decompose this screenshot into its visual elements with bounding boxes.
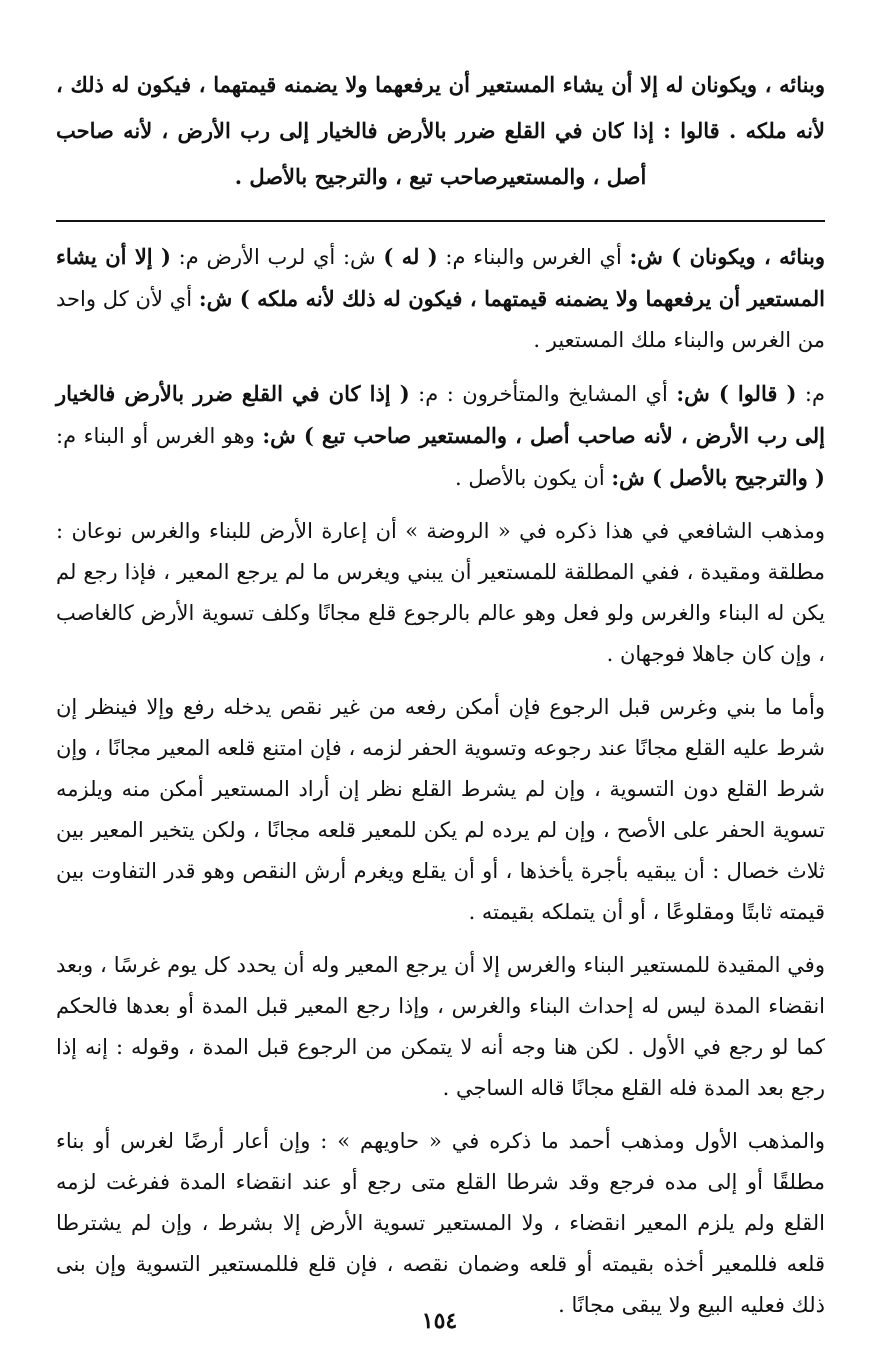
sharh-2-seg-1: م: (796, 382, 826, 406)
body-paragraph-4: والمذهب الأول ومذهب أحمد ما ذكره في « حاويهم » : وإن أعار أرضًا لغرس أو بناء مطلقًا أو إلى مده فرجع وقد شرطا القلع متى رجع أو عند انقضاء المدة ففرغت لزمه القلع ولم يلزم المعير انقضاء ، ولا المستعير تسوية الأرض إلا بشرط ، وإن لم يشترطا قلعه فللمعير أخذه بقيمته أو قلعه وضمان نقصه ، فإن قلع فللمستعير التسوية وإن بنى ذلك فعليه البيع ولا يبقى مجانًا . (56, 1129, 825, 1317)
body-section (56, 511, 825, 1326)
sharh-2-seg-4: ( إذا كان في القلع ضرر بالأرض فالخيار إلى رب الأرض ، لأنه صاحب أصل ، والمستعير صاحب تبع ) ش: (56, 381, 825, 448)
sharh-2-seg-2: ( قالوا ) ش: (676, 381, 797, 406)
body-paragraph-3: وفي المقيدة للمستعير البناء والغرس إلا أن يرجع المعير وله أن يحدد كل يوم غرسًا ، وبعد انقضاء المدة ليس له إحداث البناء والغرس ، وإذا رجع المعير قبل المدة أو بعدها فالحكم كما لو رجع في الأول . لكن هنا وجه أنه لا يتمكن من الرجوع قبل المدة ، وقوله : إنه إذا رجع بعد المدة فله القلع مجانًا قاله الساجي . (56, 953, 825, 1100)
sharh-2-seg-6: ( والترجيح بالأصل ) ش: (611, 465, 825, 490)
sharh-1-seg-2: أي الغرس والبناء م: (437, 245, 630, 269)
sharh-section (56, 236, 825, 499)
body-paragraph-2: وأما ما بني وغرس قبل الرجوع فإن أمكن رفعه من غير نقص يدخله رفع وإلا فينظر إن شرط عليه القلع مجانًا عند رجوعه وتسوية الحفر لزمه ، فإن امتنع قلعه المعير مجانًا ، وإن شرط القلع دون التسوية ، وإن لم يشرط القلع نظر إن أراد المستعير أمكن منه ويلزمه تسوية الحفر على الأصح ، وإن لم يرده لم يكن للمعير قلعه مجانًا ، ولكن يتخير المعير بين ثلاث خصال : أن يبقيه بأجرة يأخذها ، أو أن يقلع ويغرم أرش النقص وهو قدر التفاوت بين قيمته ثابتًا ومقلوعًا ، أو أن يتملكه بقيمته . (56, 695, 825, 924)
body-paragraph-1: ومذهب الشافعي في هذا ذكره في « الروضة » أن إعارة الأرض للبناء والغرس نوعان : مطلقة ومقيدة ، ففي المطلقة للمستعير أن يبني ويغرس ما لم يرجع المعير ، فإذا رجع لم يكن له البناء والغرس ولو فعل وهو عالم بالرجوع قلع مجانًا وكلف تسوية الأرض كالغاصب ، وإن كان جاهلا فوجهان . (56, 519, 825, 666)
page-number: ١٥٤ (421, 1308, 458, 1334)
sharh-1-seg-5: ( إلا أن يشاء المستعير أن يرفعهما ولا يضمنه قيمتهما ، فيكون له ذلك لأنه ملكه ) ش: (56, 244, 825, 311)
sharh-1-seg-1: وبنائه ، ويكونان ) ش: (629, 244, 825, 269)
sharh-1-seg-3: ( له ) (383, 244, 438, 269)
sharh-2-seg-7: أن يكون بالأصل . (455, 466, 612, 490)
sharh-2-seg-5: وهو الغرس أو البناء م: (56, 424, 263, 448)
sharh-2-seg-3: أي المشايخ والمتأخرون : م: (409, 382, 677, 406)
sharh-paragraph-1 (56, 236, 825, 361)
sharh-1-seg-6: أي لأن كل واحد من الغرس والبناء ملك المستعير . (56, 287, 825, 352)
matn-text: وبنائه ، ويكونان له إلا أن يشاء المستعير أن يرفعهما ولا يضمنه قيمتهما ، فيكون له ذلك ، لأنه ملكه . قالوا : إذا كان في القلع ضرر بالأرض فالخيار إلى رب الأرض ، لأنه صاحب أصل ، والمستعيرصاحب تبع ، والترجيح بالأصل . (56, 72, 825, 189)
sharh-1-seg-4: ش: أي لرب الأرض م: (170, 245, 384, 269)
sharh-paragraph-2 (56, 373, 825, 499)
separator-rule (56, 220, 825, 222)
